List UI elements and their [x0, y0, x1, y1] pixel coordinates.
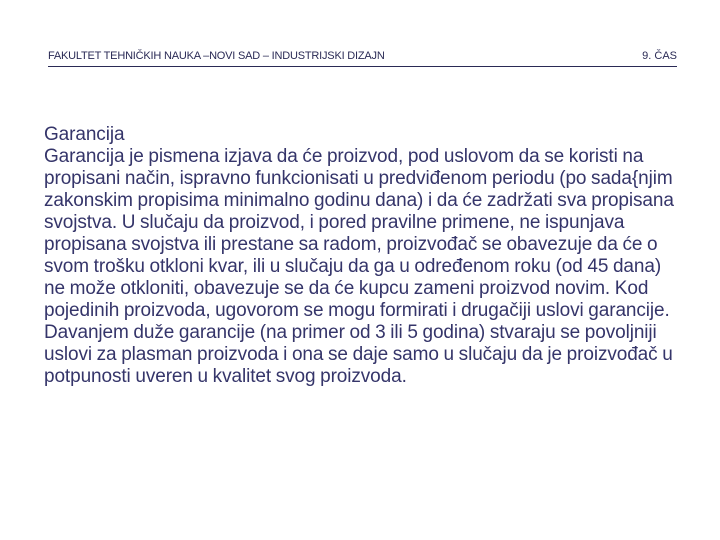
slide-header [48, 48, 677, 67]
slide-body-text: Garancija je pismena izjava da će proizvod, pod uslovom da se koristi na propisani način, ispravno funkcionisati u predviđenom periodu (po sada{njim zakonskim propisima minimalno godinu dana) i da će zadržati sva propisana svojstva. U slučaju da proizvod, i pored pravilne primene, ne ispunjava propisana svojstva ili prestane sa radom, proizvođač se obavezuje da će o svom trošku otkloni kvar, ili u slučaju da ga u određenom roku (od 45 dana) ne može otkloniti, obavezuje se da će kupcu zameni proizvod novim. Kod pojedinih proizvoda, ugovorom se mogu formirati i drugačiji uslovi garancije. Davanjem duže garancije (na primer od 3 ili 5 godina) stvaraju se povoljniji uslovi za plasman proizvoda i ona se daje samo u slučaju da je proizvođač u potpunosti uveren u kvalitet svog proizvoda. [44, 146, 674, 387]
header-institution-text: FAKULTET TEHNIČKIH NAUKA –NOVI SAD – INDUSTRIJSKI DIZAJN [48, 50, 385, 62]
slide-content [44, 124, 684, 388]
header-lesson-number: 9. ČAS [642, 50, 677, 62]
slide-title: Garancija [44, 124, 125, 145]
